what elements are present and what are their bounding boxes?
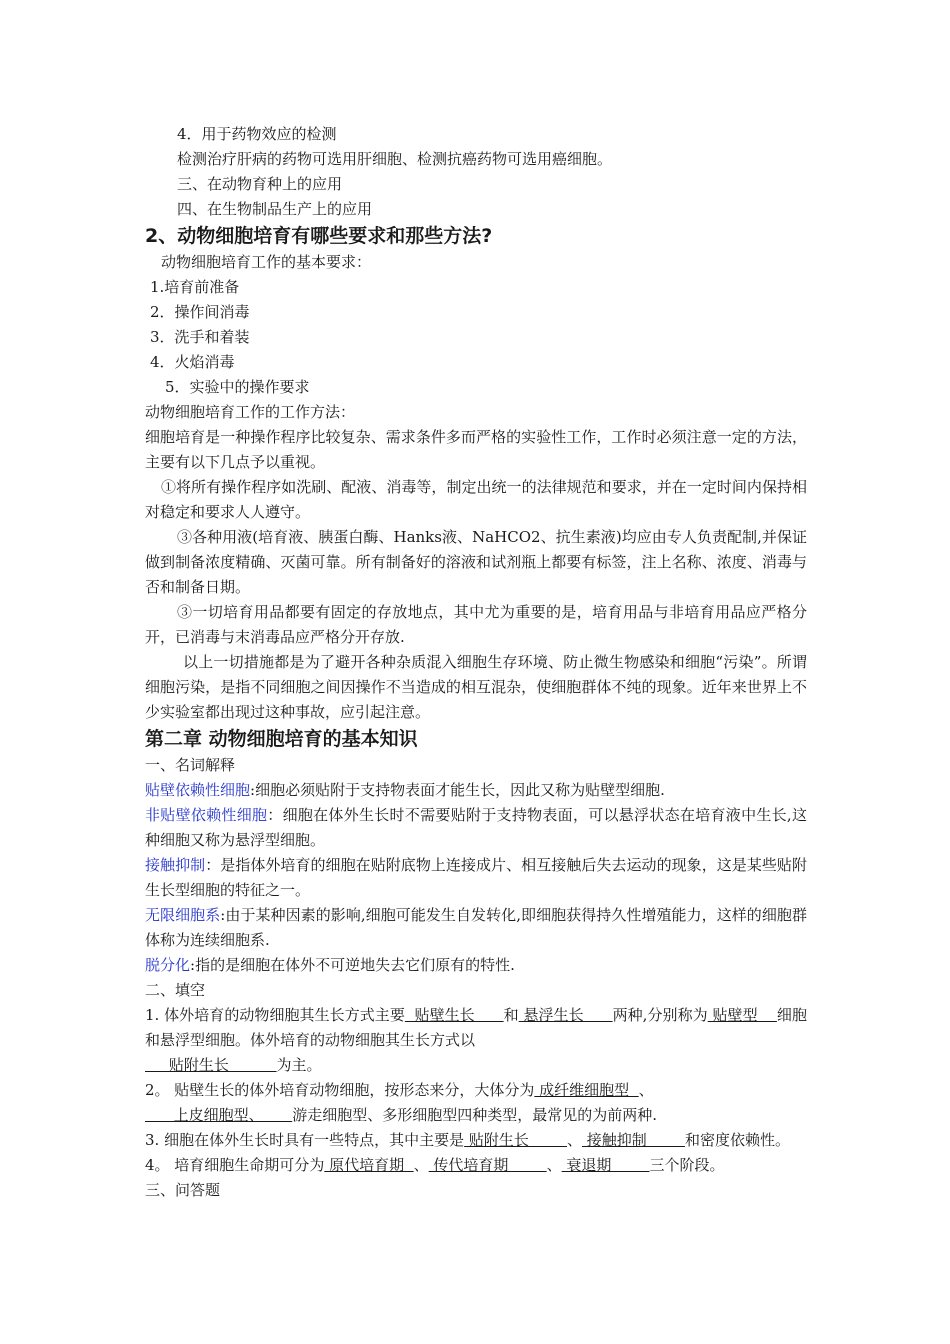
section-heading: 三、在动物育种上的应用 bbox=[177, 175, 343, 193]
answer-blank: 贴壁生长 bbox=[404, 1006, 504, 1024]
list-item: 5．实验中的操作要求 bbox=[165, 378, 310, 396]
methods-intro: 动物细胞培育工作的工作方法： bbox=[145, 403, 356, 421]
paragraph: ③各种用液(培育液、胰蛋白酶、Hanks液、NaHCO2、抗生素液)均应由专人负责配制,并保证做到制备浓度精确、灭菌可靠。所有制备好的溶液和试剂瓶上都要有标签，注上名称、浓度、消毒与否和制备日期。 bbox=[145, 528, 807, 596]
paragraph: 以上一切措施都是为了避开各种杂质混入细胞生存环境、防止微生物感染和细胞“污染”。所谓细胞污染，是指不同细胞之间因操作不当造成的相互混杂，使细胞群体不纯的现象。近年来世界上不少实验室都出现过这种事故，应引起注意。 bbox=[145, 653, 807, 721]
fill-question bbox=[145, 1078, 807, 1128]
paragraph: ①将所有操作程序如洗刷、配液、消毒等，制定出统一的法律规范和要求，并在一定时间内保持相对稳定和要求人人遵守。 bbox=[145, 478, 807, 521]
list-item: 3．洗手和着装 bbox=[150, 328, 250, 346]
fill-question bbox=[145, 1128, 807, 1153]
chapter-title: 第二章 动物细胞培育的基本知识 bbox=[145, 728, 418, 750]
answer-blank: 传代培育期 bbox=[428, 1156, 547, 1174]
definition-term: 贴壁依赖性细胞 bbox=[145, 781, 251, 799]
definition-text: ：是指体外培育的细胞在贴附底物上连接成片、相互接触后失去运动的现象，这是某些贴附生长型细胞的特征之一。 bbox=[145, 856, 807, 899]
question-text: 、 bbox=[546, 1156, 562, 1174]
answer-blank: 原代培育期 bbox=[324, 1156, 414, 1174]
question-text: 细胞和悬浮型细胞。体外培育的动物细胞其生长方式以 bbox=[145, 1006, 807, 1049]
question-text: 两种,分别称为 bbox=[612, 1006, 708, 1024]
list-item: 4．用于药物效应的检测 bbox=[177, 125, 337, 143]
answer-blank: 衰退期 bbox=[561, 1156, 650, 1174]
definition bbox=[145, 903, 807, 953]
paragraph: ③一切培育用品都要有固定的存放地点，其中尤为重要的是，培育用品与非培育用品应严格分开，已消毒与末消毒品应严格分开存放. bbox=[145, 603, 807, 646]
question-text: 2。 贴壁生长的体外培育动物细胞，按形态来分，大体分为 bbox=[145, 1081, 535, 1099]
question-text: 1. 体外培育的动物细胞其生长方式主要 bbox=[145, 1006, 405, 1024]
list-item: 4．火焰消毒 bbox=[150, 353, 235, 371]
definition-text: ：细胞在体外生长时不需要贴附于支持物表面，可以悬浮状态在培育液中生长,这种细胞又称为悬浮型细胞。 bbox=[145, 806, 807, 849]
question-text: 三个阶段。 bbox=[649, 1156, 725, 1174]
definition-text: :由于某种因素的影响,细胞可能发生自发转化,即细胞获得持久性增殖能力，这样的细胞群体称为连续细胞系. bbox=[145, 906, 807, 949]
definition bbox=[145, 778, 807, 803]
paragraph: 检测治疗肝病的药物可选用肝细胞、检测抗癌药物可选用癌细胞。 bbox=[177, 150, 613, 168]
fill-question bbox=[145, 1153, 807, 1178]
fill-question bbox=[145, 1003, 807, 1078]
answer-blank: 接触抑制 bbox=[582, 1131, 685, 1149]
definition-term: 非贴壁依赖性细胞 bbox=[145, 806, 268, 824]
question-heading: 2、动物细胞培育有哪些要求和那些方法? bbox=[145, 225, 493, 247]
answer-blank: 贴壁型 bbox=[707, 1006, 777, 1024]
paragraph: 细胞培育是一种操作程序比较复杂、需求条件多而严格的实验性工作，工作时必须注意一定的方法，主要有以下几点予以重视。 bbox=[145, 428, 807, 471]
question-text: 和 bbox=[503, 1006, 519, 1024]
list-item: 1.培育前准备 bbox=[150, 278, 240, 296]
definition-term: 无限细胞系 bbox=[145, 906, 221, 924]
section-heading: 四、在生物制品生产上的应用 bbox=[177, 200, 373, 218]
question-text: 为主。 bbox=[276, 1056, 322, 1074]
answer-blank: 贴附生长 bbox=[464, 1131, 568, 1149]
question-text: 、 bbox=[413, 1156, 429, 1174]
section-heading: 二、填空 bbox=[145, 981, 206, 999]
answer-blank: 成纤维细胞型 bbox=[534, 1081, 639, 1099]
section-heading: 一、名词解释 bbox=[145, 756, 236, 774]
definition bbox=[145, 853, 807, 903]
list-item: 2．操作间消毒 bbox=[150, 303, 250, 321]
section-heading: 三、问答题 bbox=[145, 1181, 221, 1199]
question-text: 3. 细胞在体外生长时具有一些特点，其中主要是 bbox=[145, 1131, 465, 1149]
requirements-intro: 动物细胞培育工作的基本要求： bbox=[161, 253, 372, 271]
document-page bbox=[145, 122, 807, 1203]
definition-text: :细胞必须贴附于支持物表面才能生长，因此又称为贴壁型细胞. bbox=[250, 781, 665, 799]
definition-term: 脱分化 bbox=[145, 956, 191, 974]
question-text: 游走细胞型、多形细胞型四种类型，最常见的为前两种. bbox=[292, 1106, 657, 1124]
definition bbox=[145, 803, 807, 853]
question-text: 4。 培育细胞生命期可分为 bbox=[145, 1156, 325, 1174]
answer-blank: 上皮细胞型、 bbox=[145, 1106, 293, 1124]
answer-blank: 悬浮生长 bbox=[518, 1006, 613, 1024]
question-text: 、 bbox=[638, 1081, 654, 1099]
question-text: 、 bbox=[567, 1131, 583, 1149]
definition bbox=[145, 953, 807, 978]
definition-term: 接触抑制 bbox=[145, 856, 206, 874]
definition-text: :指的是细胞在体外不可逆地失去它们原有的特性. bbox=[190, 956, 515, 974]
question-text: 和密度依赖性。 bbox=[684, 1131, 790, 1149]
answer-blank: 贴附生长 bbox=[145, 1056, 277, 1074]
